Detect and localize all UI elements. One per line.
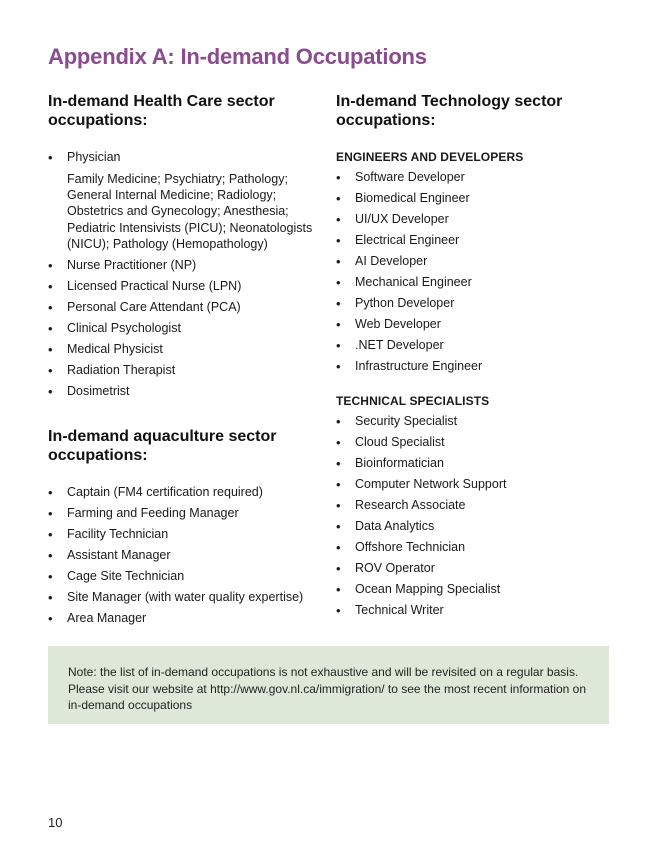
right-column — [336, 92, 626, 624]
list-item: • Personal Care Attendant (PCA) — [48, 300, 318, 315]
list-item: • Medical Physicist — [48, 342, 318, 357]
list-item: • Technical Writer — [336, 603, 626, 618]
list-item: • Nurse Practitioner (NP) — [48, 258, 318, 273]
list-item: • Radiation Therapist — [48, 363, 318, 378]
specialists-list — [336, 414, 626, 618]
list-item: • Assistant Manager — [48, 548, 318, 563]
list-item: • Site Manager (with water quality expertise) — [48, 590, 318, 605]
list-item: • Licensed Practical Nurse (LPN) — [48, 279, 318, 294]
list-item: • Python Developer — [336, 296, 626, 311]
list-item: • Dosimetrist — [48, 384, 318, 399]
list-item: • Offshore Technician — [336, 540, 626, 555]
list-item: • Electrical Engineer — [336, 233, 626, 248]
list-item: • Security Specialist — [336, 414, 626, 429]
engineers-subheading: ENGINEERS AND DEVELOPERS — [336, 150, 524, 164]
list-item: • AI Developer — [336, 254, 626, 269]
list-item: • .NET Developer — [336, 338, 626, 353]
physician-specialties: Family Medicine; Psychiatry; Pathology; General Internal Medicine; Radiology; Obstetrics and Gynecology; Anesthesia; Pediatric Intensivists (PICU); Neonatologists (NICU); Pathology (Hemopathology) — [67, 172, 313, 251]
list-item: • Cloud Specialist — [336, 435, 626, 450]
page-number: 10 — [48, 815, 63, 830]
list-item: • Mechanical Engineer — [336, 275, 626, 290]
list-item: • Facility Technician — [48, 527, 318, 542]
list-item: • Area Manager — [48, 611, 318, 626]
health-occupation-list — [48, 150, 318, 165]
list-item: • Physician — [48, 150, 318, 165]
list-item: • UI/UX Developer — [336, 212, 626, 227]
list-item: • Bioinformatician — [336, 456, 626, 471]
aquaculture-occupation-list — [48, 485, 318, 626]
engineers-list — [336, 170, 626, 374]
list-item: • Biomedical Engineer — [336, 191, 626, 206]
health-section-heading: In-demand Health Care sector occupations: — [48, 93, 275, 129]
note-text: Note: the list of in-demand occupations is not exhaustive and will be revisited on a regular basis. Please visit our website at http://www.gov.nl.ca/immigration/ to see the most recent information on in-demand occupations — [68, 665, 587, 712]
aquaculture-section-heading: In-demand aquaculture sector occupations: — [48, 428, 277, 465]
page-title: Appendix A: In-demand Occupations — [48, 44, 427, 69]
specialists-subheading: TECHNICAL SPECIALISTS — [336, 394, 490, 408]
list-item: • Web Developer — [336, 317, 626, 332]
list-item: • Ocean Mapping Specialist — [336, 582, 626, 597]
list-item: • Infrastructure Engineer — [336, 359, 626, 374]
list-item: • Computer Network Support — [336, 477, 626, 492]
health-occupation-list-continued — [48, 258, 318, 399]
list-item: • Research Associate — [336, 498, 626, 513]
list-item: • Farming and Feeding Manager — [48, 506, 318, 521]
list-item: • Cage Site Technician — [48, 569, 318, 584]
list-item: • Data Analytics — [336, 519, 626, 534]
list-item: • Clinical Psychologist — [48, 321, 318, 336]
list-item: • Software Developer — [336, 170, 626, 185]
list-item: • Captain (FM4 certification required) — [48, 485, 318, 500]
left-column — [48, 92, 318, 632]
note-box — [48, 646, 609, 724]
list-item: • ROV Operator — [336, 561, 626, 576]
technology-section-heading: In-demand Technology sector occupations: — [336, 93, 563, 129]
